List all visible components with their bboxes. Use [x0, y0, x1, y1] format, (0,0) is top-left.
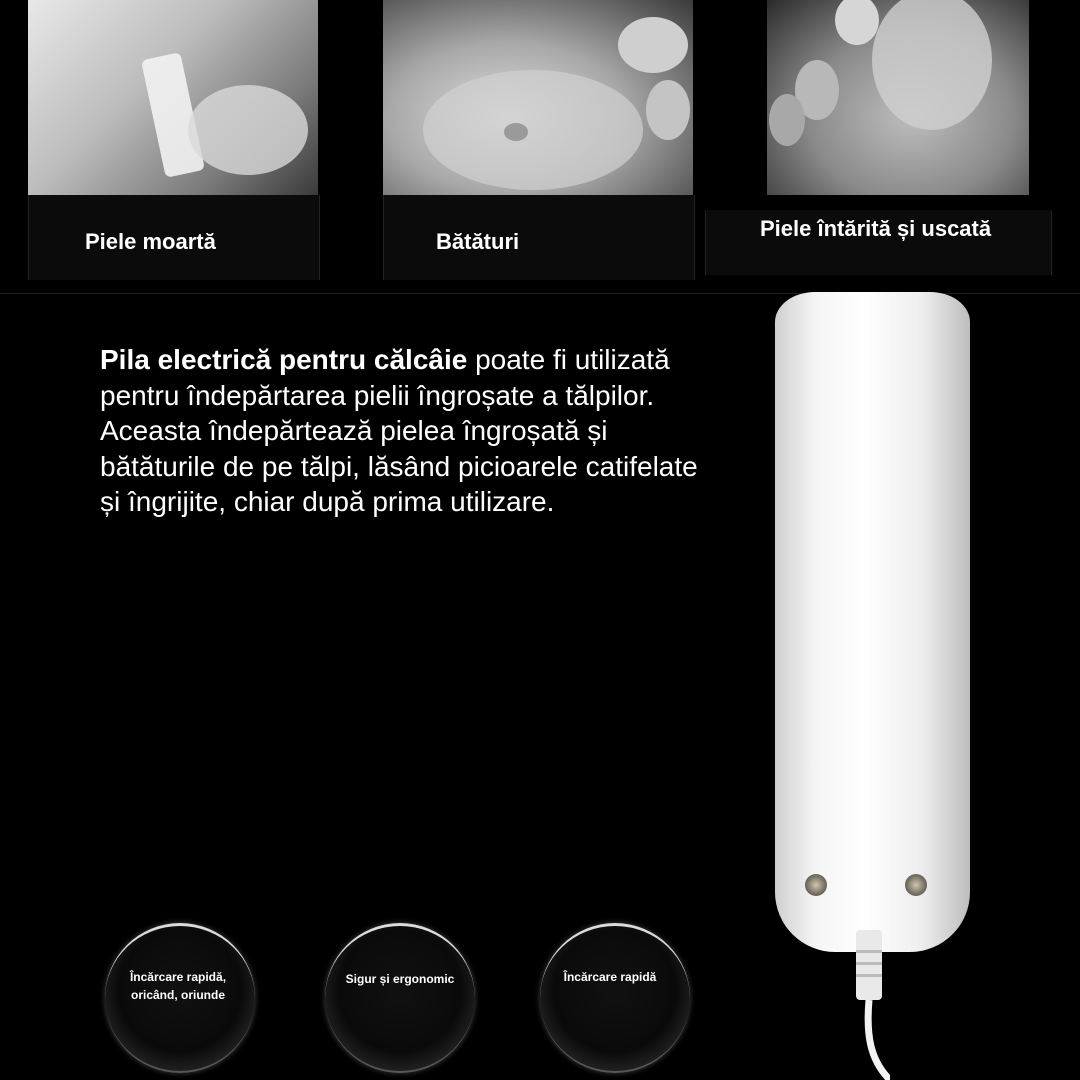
feature-label-fast-charge: Încărcare rapidă	[563, 970, 657, 984]
indicator-light-right	[905, 874, 927, 896]
caption-calluses: Bătături	[436, 229, 520, 254]
feature-circle-safe-ergonomic	[325, 923, 475, 1073]
charging-cable	[850, 920, 890, 1080]
caption-panel-2	[383, 195, 695, 280]
product-description-text: poate fi utilizată pentru îndepărtarea pielii îngroșate a tălpilor. Aceasta îndepărtează pielea îngroșată și bătăturile de pe tălpi, lăsând picioarele catifelate și îngrijite, chiar după prima utilizare.	[100, 344, 698, 517]
hardened-skin-photo	[767, 0, 1029, 195]
indicator-light-left	[805, 874, 827, 896]
heel-file-device	[775, 292, 970, 952]
caption-hardened-skin: Piele întărită și uscată	[760, 216, 992, 241]
caption-dead-skin: Piele moartă	[85, 229, 216, 254]
product-name: Pila electrică pentru călcâie	[100, 344, 468, 375]
calluses-photo	[383, 0, 693, 195]
feature-circle-fast-charge	[540, 923, 690, 1073]
dead-skin-photo	[28, 0, 318, 195]
feature-label-fast-charge-anywhere: Încărcare rapidă, oricând, oriunde	[129, 970, 227, 1002]
feature-label-safe-ergonomic: Sigur și ergonomic	[345, 972, 455, 986]
product-description	[100, 342, 700, 520]
